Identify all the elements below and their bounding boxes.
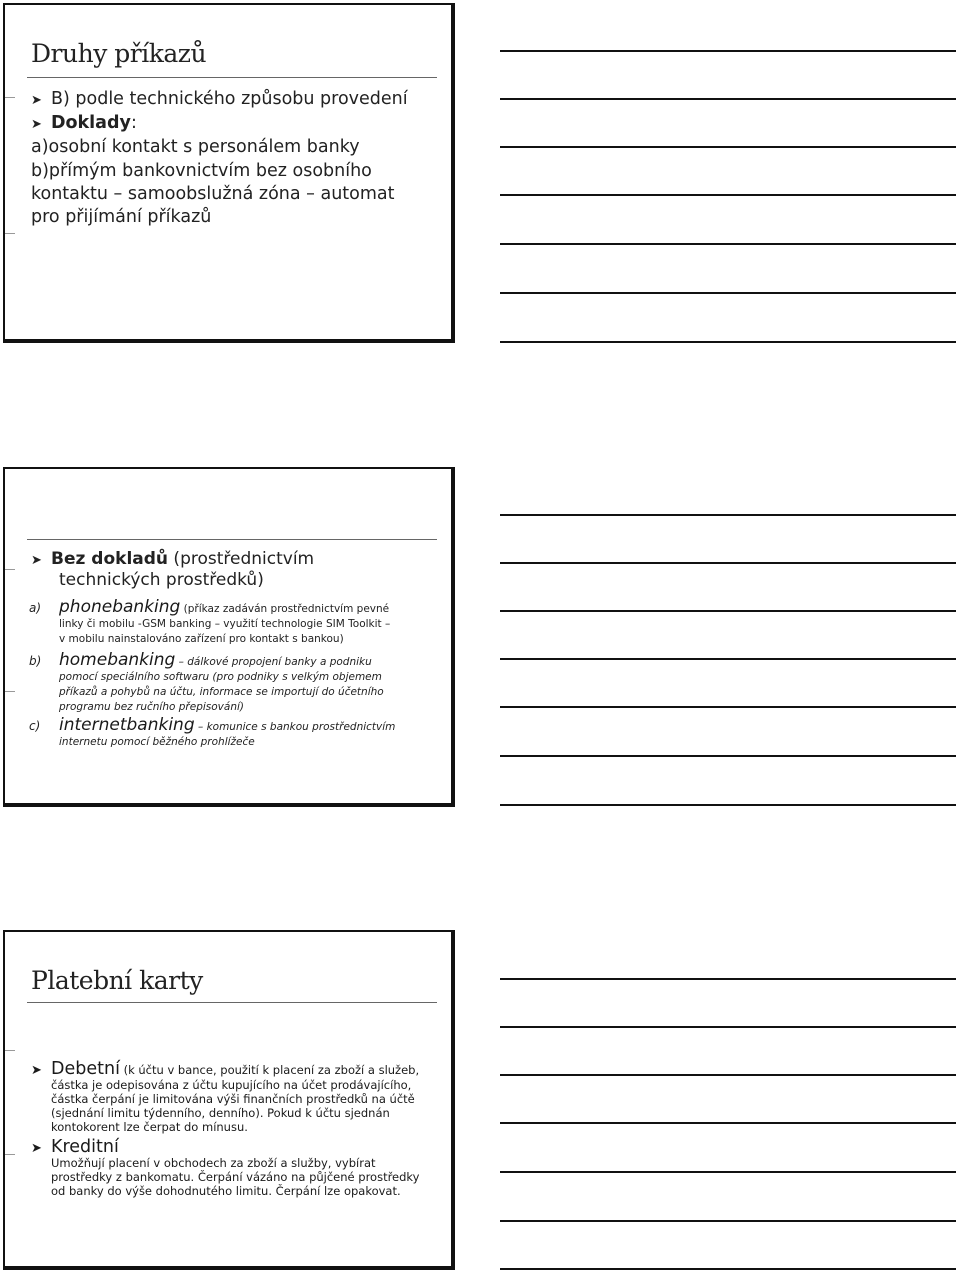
item-name: homebanking [59, 650, 176, 670]
item-lead: (příkaz zadáván prostřednictvím pevné [180, 603, 390, 615]
bullet-text: : [130, 113, 137, 133]
item-line: programu bez ručního přepisování) [59, 701, 244, 713]
item-label: b) [29, 654, 42, 668]
credit-line: Umožňují placení v obchodech za zboží a služby, vybírat [51, 1156, 376, 1170]
heading-bold: Bez dokladů [51, 549, 169, 569]
tick-mark [5, 691, 15, 692]
bullet-debit [31, 1059, 439, 1134]
credit-line: od banky do výše dohodnutého limitu. Čerpání lze opakovat. [51, 1184, 401, 1198]
item-line: v mobilu nainstalováno zařízení pro kontakt s bankou) [59, 633, 344, 645]
text-line: b)přímým bankovnictvím bez osobního [31, 161, 372, 181]
arrow-bullet-icon: ➤ [31, 1141, 42, 1156]
debit-lead: (k účtu v bance, použití k placení za zboží a služeb, [119, 1063, 420, 1077]
item-homebanking [29, 650, 431, 715]
item-name: internetbanking [59, 715, 195, 735]
tick-mark [5, 1154, 15, 1155]
tick-mark [5, 569, 15, 570]
heading-bullet [31, 549, 439, 571]
arrow-bullet-icon: ➤ [31, 93, 42, 108]
arrow-bullet-icon: ➤ [31, 1063, 42, 1078]
slide-title: Platební karty [31, 966, 203, 995]
slide-platebni-karty [3, 930, 455, 1270]
credit-head: Kreditní [51, 1137, 119, 1157]
debit-line: částka čerpání je limitována výši finančních prostředků na účtě [51, 1092, 415, 1106]
title-rule [27, 77, 437, 78]
item-internetbanking [29, 715, 431, 750]
item-lead: – dálkové propojení banky a podniku [175, 656, 372, 668]
bullet-bold: Doklady [51, 113, 131, 133]
debit-head: Debetní [51, 1059, 120, 1079]
item-line: internetu pomocí běžného prohlížeče [59, 736, 255, 748]
item-line: příkazů a pohybů na účtu, informace se importují do účetního [59, 686, 384, 698]
bullet-text: B) podle technického způsobu provedení [51, 89, 408, 109]
tick-mark [5, 1050, 15, 1051]
text-line: a)osobní kontakt s personálem banky [31, 137, 360, 157]
text-line: kontaktu – samoobslužná zóna – automat [31, 184, 395, 204]
tick-mark [5, 97, 15, 98]
debit-line: kontokorent lze čerpat do mínusu. [51, 1120, 248, 1134]
item-name: phonebanking [59, 597, 181, 617]
bullet-item [31, 111, 439, 137]
tick-mark [5, 233, 15, 234]
arrow-bullet-icon: ➤ [31, 553, 42, 568]
item-label: a) [29, 601, 42, 615]
item-phonebanking [29, 597, 431, 647]
heading-line2: technických prostředků) [59, 570, 264, 590]
item-line: pomocí speciálního softwaru (pro podniky s velkým objemem [59, 671, 382, 683]
slide-bez-dokladu [3, 467, 455, 807]
bullet-item [31, 87, 439, 113]
title-rule [27, 539, 437, 540]
heading-rest: (prostřednictvím [168, 549, 315, 569]
bullet-credit [31, 1137, 439, 1198]
text-line: pro přijímání příkazů [31, 207, 212, 227]
debit-line: částka je odepisována z účtu kupujícího na účet prodávajícího, [51, 1078, 412, 1092]
item-lead: – komunice s bankou prostřednictvím [194, 721, 396, 733]
credit-line: prostředky z bankomatu. Čerpání vázáno na půjčené prostředky [51, 1170, 420, 1184]
title-rule [27, 1002, 437, 1003]
debit-line: (sjednání limitu týdenního, denního). Pokud k účtu sjednán [51, 1106, 390, 1120]
slide-druhy-prikazu [3, 3, 455, 343]
arrow-bullet-icon: ➤ [31, 117, 42, 132]
item-label: c) [29, 719, 41, 733]
item-line: linky či mobilu -GSM banking – využití technologie SIM Toolkit – [59, 618, 391, 630]
slide-title: Druhy příkazů [31, 39, 207, 68]
